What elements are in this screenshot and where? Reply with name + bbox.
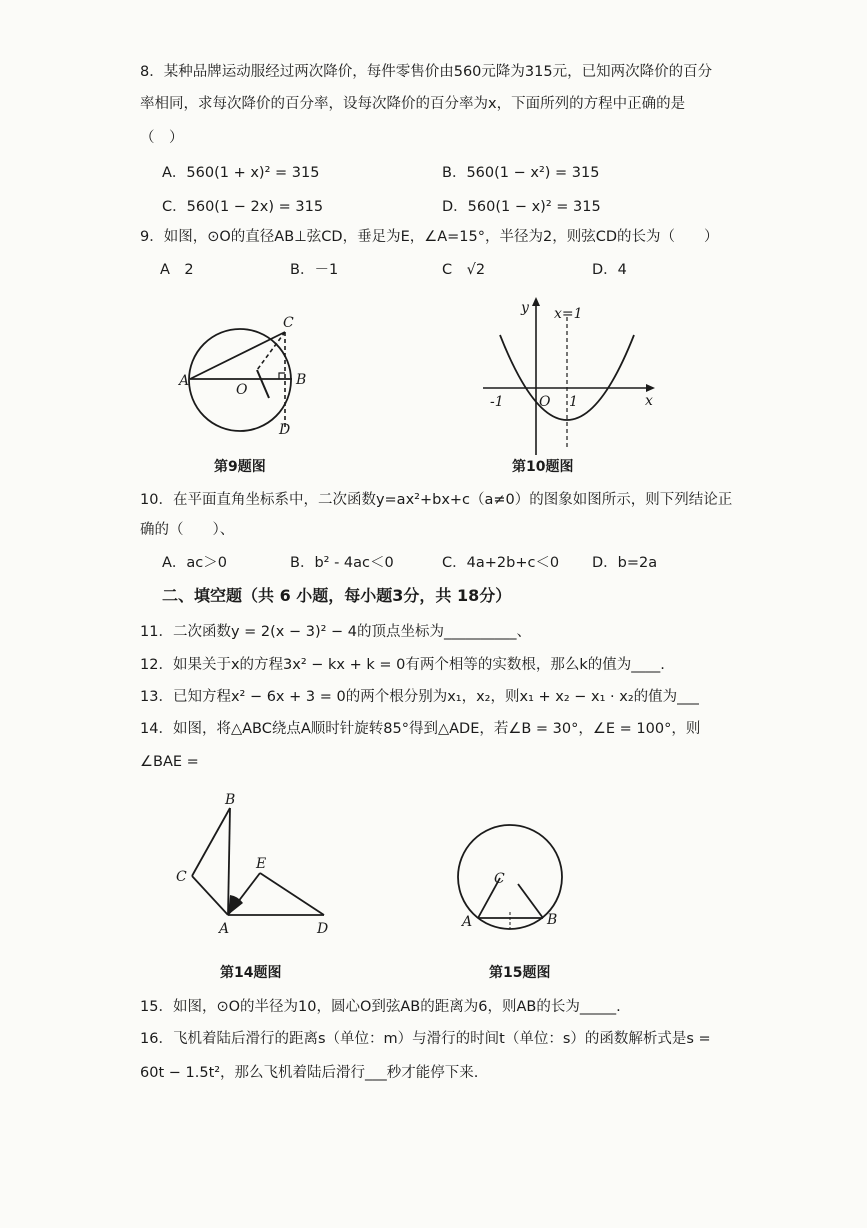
figure-q15-circle (448, 816, 568, 941)
q12-text: 12．如果关于x的方程3x² − kx + k = 0有两个相等的实数根，那么k的值为____. (140, 657, 665, 673)
q9-label-o: O (236, 382, 248, 398)
q9-option-d: D．4 (592, 262, 627, 278)
q10-line2: 确的（ ）、 (140, 522, 235, 538)
q10-label-axis-line: x=1 (554, 306, 583, 322)
q16-line1: 16．飞机着陆后滑行的距离s（单位：m）与滑行的时间t（单位：s）的函数解析式是s = (140, 1031, 711, 1047)
q9-line1: 9．如图，⊙O的直径AB⊥弦CD，垂足为E，∠A=15°，半径为2，则弦CD的长为（ ） (140, 229, 719, 245)
q14-segment-ca (192, 876, 228, 915)
caption-fig14: 第14题图 (220, 965, 282, 981)
caption-fig15: 第15题图 (489, 965, 551, 981)
q10-label-y: y (521, 300, 529, 316)
q10-label-x: x (645, 393, 653, 409)
q9-label-d: D (279, 422, 291, 438)
q15-label-center: C (494, 871, 505, 887)
q15-label-b: B (547, 912, 558, 928)
q9-option-a: A 2 (160, 262, 194, 278)
q14-line1: 14．如图，将△ABC绕点A顺时针旋转85°得到△ADE，若∠B = 30°，∠E = 100°，则 (140, 721, 701, 737)
q9-segment-od (257, 370, 269, 398)
q9-label-c: C (283, 315, 294, 331)
q8-option-c: C．560(1 − 2x) = 315 (162, 199, 324, 215)
caption-fig10: 第10题图 (512, 459, 574, 475)
q8-line1: 8．某种品牌运动服经过两次降价，每件零售价由560元降为315元，已知两次降价的百分 (140, 64, 713, 80)
q9-option-b: B．－1 (290, 262, 339, 278)
q10-x-arrow (646, 384, 655, 392)
q14-label-e: E (256, 856, 267, 872)
figure-q14-triangles (170, 788, 345, 938)
q8-option-d: D．560(1 − x)² = 315 (442, 199, 601, 215)
q10-y-arrow (532, 297, 540, 306)
q10-option-a: A．ac＞0 (162, 555, 228, 571)
q15-label-a: A (462, 914, 473, 930)
q14-segment-bc (192, 808, 230, 876)
q13-text: 13．已知方程x² − 6x + 3 = 0的两个根分别为x₁，x₂，则x₁ + x₂ − x₁ · x₂的值为___ (140, 689, 699, 705)
q10-label-minus-one: -1 (490, 394, 504, 410)
q16-line2: 60t − 1.5t²，那么飞机着陆后滑行___秒才能停下来. (140, 1065, 479, 1081)
q14-label-b: B (225, 792, 236, 808)
q9-segment-ac (190, 332, 285, 379)
q10-label-origin: O (539, 394, 551, 410)
q10-label-one: 1 (569, 394, 578, 410)
q14-label-c: C (176, 869, 187, 885)
caption-fig9: 第9题图 (214, 459, 266, 475)
q8-option-b: B．560(1 − x²) = 315 (442, 165, 600, 181)
q14-label-a: A (219, 921, 230, 937)
q9-option-c: C √2 (442, 262, 486, 278)
section-title-fill-in: 二、填空题（共 6 小题，每小题3分，共 18分） (162, 586, 512, 605)
q9-label-b: B (296, 372, 307, 388)
q8-line2: 率相同，求每次降价的百分率，设每次降价的百分率为x，下面所列的方程中正确的是 (140, 96, 686, 112)
q15-text: 15．如图，⊙O的半径为10，圆心O到弦AB的距离为6，则AB的长为_____. (140, 999, 621, 1015)
q8-answer-paren: （ ） (140, 130, 184, 146)
q9-label-a: A (179, 373, 190, 389)
q8-option-a: A．560(1 + x)² = 315 (162, 165, 320, 181)
q14-label-d: D (317, 921, 329, 937)
q14-line2: ∠BAE = (140, 754, 199, 770)
q9-segment-co (257, 332, 285, 370)
q10-option-b: B．b² - 4ac＜0 (290, 555, 394, 571)
q11-text: 11．二次函数y = 2(x − 3)² − 4的顶点坐标为__________、 (140, 624, 532, 640)
q10-line1: 10．在平面直角坐标系中，二次函数y=ax²+bx+c（a≠0）的图象如图所示，则下列结论正 (140, 492, 733, 508)
q10-option-d: D．b=2a (592, 555, 658, 571)
q10-option-c: C．4a+2b+c＜0 (442, 555, 560, 571)
figure-q9-circle (175, 310, 315, 440)
q15-segment-ob (518, 884, 543, 918)
q14-segment-ed (260, 873, 324, 915)
figure-q10-parabola (478, 295, 663, 460)
